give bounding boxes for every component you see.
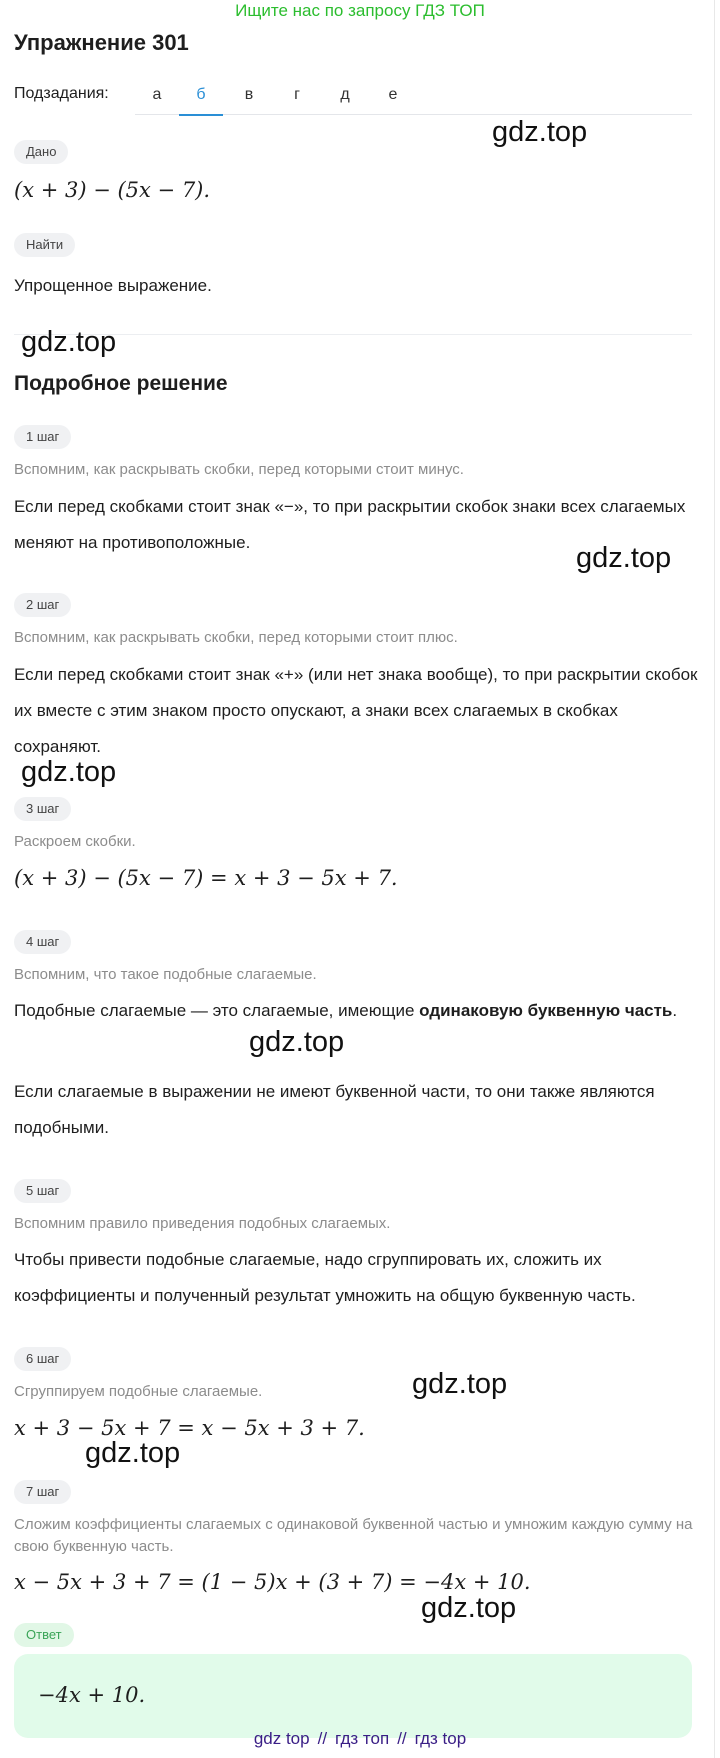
answer-box (14, 1654, 692, 1738)
step-4-definition-end: . (672, 1001, 678, 1020)
footer-links (0, 1729, 720, 1749)
watermark: gdz.top (21, 756, 117, 788)
subtasks-label: Подзадания: (14, 85, 109, 102)
answer-math: −4x + 10. (38, 1683, 146, 1707)
footer-link-gdz-top-ru[interactable]: гдз топ (335, 1729, 390, 1748)
step-4-definition-emphasis: одинаковую буквенную часть (419, 1001, 673, 1020)
step-3-math: (x + 3) − (5x − 7) = x + 3 − 5x + 7. (14, 866, 398, 890)
top-banner[interactable]: Ищите нас по запросу ГДЗ ТОП (235, 1, 485, 20)
subtask-tabs (135, 75, 692, 115)
step-4-definition (14, 993, 704, 1029)
given-expression: (x + 3) − (5x − 7). (14, 178, 211, 202)
tab-v[interactable]: в (244, 86, 254, 103)
footer-link-gdz-top[interactable]: gdz top (253, 1729, 310, 1748)
page-title: Упражнение 301 (14, 30, 189, 55)
tab-b[interactable]: б (179, 75, 223, 116)
find-badge: Найти (14, 233, 75, 257)
answer-badge: Ответ (14, 1623, 74, 1647)
solution-title: Подробное решение (14, 372, 228, 395)
footer-separator: // (317, 1729, 328, 1748)
watermark: gdz.top (576, 542, 672, 574)
step-2-hint: Вспомним, как раскрывать скобки, перед которыми стоит плюс. (14, 629, 458, 646)
step-7-hint: Сложим коэффициенты слагаемых с одинаковой буквенной частью и умножим каждую сумму на свою буквенную часть. (14, 1516, 693, 1555)
watermark: gdz.top (249, 1026, 345, 1058)
step-4-badge: 4 шаг (14, 930, 71, 954)
footer-link-gdz-top-mixed[interactable]: гдз top (414, 1729, 467, 1748)
step-5-hint: Вспомним правило приведения подобных слагаемых. (14, 1215, 391, 1232)
step-6-math: x + 3 − 5x + 7 = x − 5x + 3 + 7. (14, 1416, 365, 1440)
watermark: gdz.top (21, 326, 117, 358)
tab-e[interactable]: е (388, 86, 398, 103)
step-6-hint: Сгруппируем подобные слагаемые. (14, 1383, 263, 1400)
find-text: Упрощенное выражение. (14, 276, 212, 295)
step-4-definition-start: Подобные слагаемые — это слагаемые, имеющие (14, 1001, 420, 1020)
step-5-badge: 5 шаг (14, 1179, 71, 1203)
step-2-badge: 2 шаг (14, 593, 71, 617)
step-7-badge: 7 шаг (14, 1480, 71, 1504)
tab-d[interactable]: д (340, 86, 350, 103)
watermark: gdz.top (421, 1592, 517, 1624)
step-1-hint: Вспомним, как раскрывать скобки, перед которыми стоит минус. (14, 461, 464, 478)
tab-g[interactable]: г (294, 86, 300, 103)
step-5-text: Чтобы привести подобные слагаемые, надо сгруппировать их, сложить их коэффициенты и полученный результат умножить на общую буквенную часть. (14, 1250, 636, 1305)
footer-separator: // (397, 1729, 407, 1748)
step-1-badge: 1 шаг (14, 425, 71, 449)
step-1-text: Если перед скобками стоит знак «−», то при раскрытии скобок знаки всех слагаемых меняют на противоположные. (14, 497, 686, 552)
watermark: gdz.top (492, 116, 588, 148)
step-4-hint: Вспомним, что такое подобные слагаемые. (14, 966, 317, 983)
given-badge: Дано (14, 140, 68, 164)
step-2-text: Если перед скобками стоит знак «+» (или нет знака вообще), то при раскрытии скобок их вместе с этим знаком просто опускают, а знаки всех слагаемых в скобках сохраняют. (14, 665, 698, 756)
step-6-badge: 6 шаг (14, 1347, 71, 1371)
tab-a[interactable]: а (152, 86, 162, 103)
step-4-note: Если слагаемые в выражении не имеют буквенной части, то они также являются подобными. (14, 1082, 655, 1137)
watermark: gdz.top (85, 1437, 181, 1469)
step-3-badge: 3 шаг (14, 797, 71, 821)
step-7-math: x − 5x + 3 + 7 = (1 − 5)x + (3 + 7) = −4x + 10. (14, 1570, 531, 1594)
watermark: gdz.top (412, 1368, 508, 1400)
page-edge-divider (714, 0, 715, 1758)
step-3-hint: Раскроем скобки. (14, 833, 136, 850)
